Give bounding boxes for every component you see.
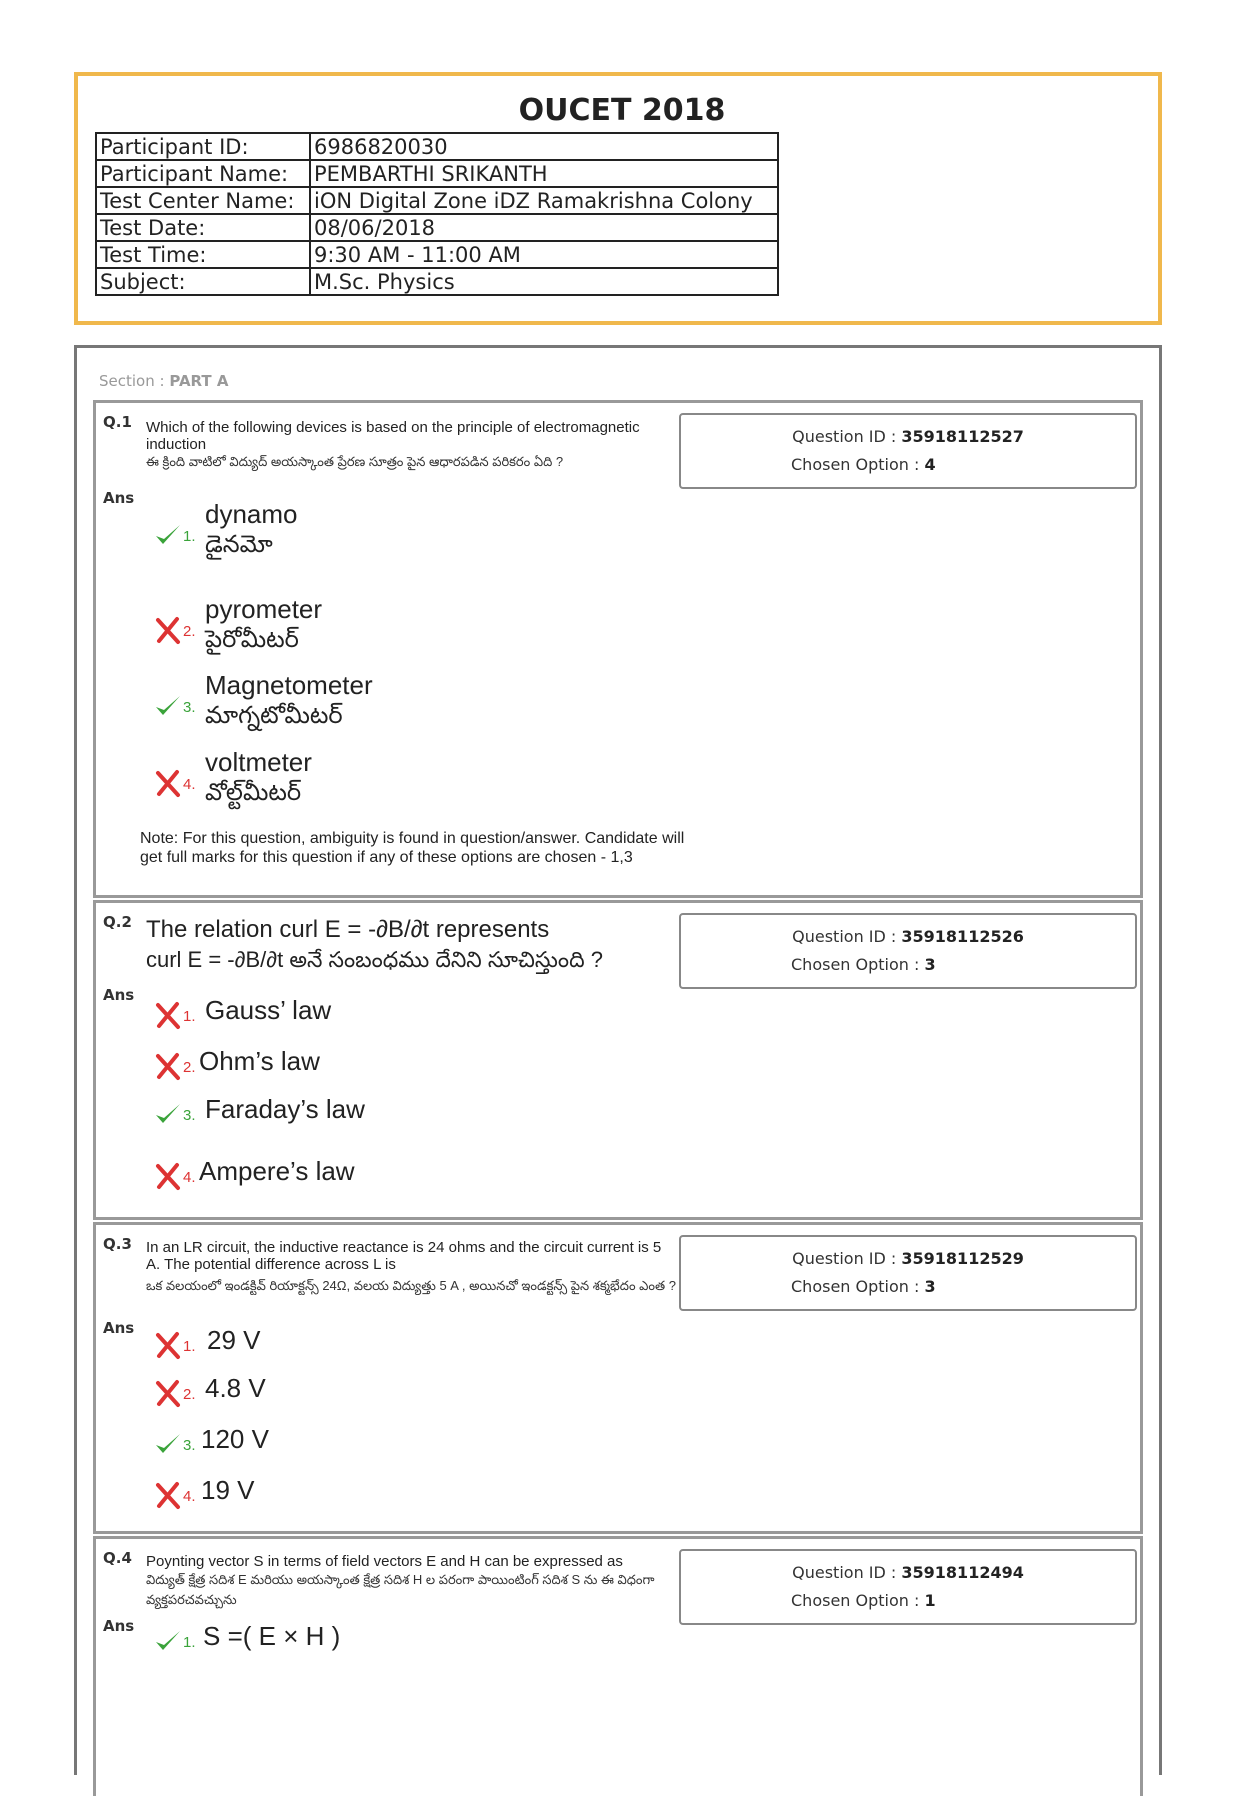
question-number: Q.2	[103, 913, 132, 931]
question-id-value: 35918112494	[901, 1563, 1024, 1582]
info-value: PEMBARTHI SRIKANTH	[310, 160, 778, 187]
section-name: PART A	[169, 372, 229, 390]
info-row	[96, 133, 778, 160]
check-icon	[153, 691, 183, 721]
question-card	[93, 400, 1143, 898]
exam-title: OUCET 2018	[518, 93, 726, 128]
section-prefix: Section :	[99, 372, 170, 390]
info-row	[96, 268, 778, 295]
info-row	[96, 160, 778, 187]
question-text-te: విద్యుత్ క్షేత్ర సదిశ E మరియు అయస్కాంత క్షేత్ర సదిశ H ల పరంగా పాయింటింగ్ సదిశ S ను ఈ విధంగా వ్యక్తపరచవచ్చును	[146, 1572, 655, 1607]
option-text: 120 V	[201, 1424, 269, 1454]
ans-label: Ans	[103, 986, 135, 1004]
check-icon	[153, 520, 183, 550]
candidate-info-panel	[74, 72, 1162, 325]
chosen-option-value: 1	[924, 1591, 936, 1610]
question-id-value: 35918112526	[901, 927, 1024, 946]
option-text	[205, 593, 322, 655]
chosen-option-label: Chosen Option :	[791, 1591, 925, 1610]
info-value: iON Digital Zone iDZ Ramakrishna Colony	[310, 187, 778, 214]
chosen-option-value: 4	[924, 455, 936, 474]
option-text: Gauss’ law	[205, 995, 332, 1025]
question-text	[146, 1553, 681, 1610]
chosen-option-line	[791, 455, 936, 474]
question-id-value: 35918112529	[901, 1249, 1024, 1268]
option-text: Ohm’s law	[199, 1046, 320, 1076]
question-id-line	[681, 427, 1135, 446]
option-text: S =( E × H )	[203, 1621, 341, 1651]
info-label: Participant Name:	[96, 160, 310, 187]
option-text: Faraday’s law	[205, 1094, 365, 1124]
option-text	[205, 669, 373, 731]
question-text	[146, 1239, 676, 1296]
ans-label: Ans	[103, 1319, 135, 1337]
option-number: 1.	[183, 1008, 196, 1025]
question-meta-box	[679, 913, 1137, 989]
info-value: M.Sc. Physics	[310, 268, 778, 295]
check-icon	[153, 1099, 183, 1129]
info-label: Subject:	[96, 268, 310, 295]
option-number: 4.	[183, 1488, 196, 1505]
option-text: 29 V	[207, 1325, 261, 1355]
option-number: 2.	[183, 1386, 196, 1403]
chosen-option-line	[791, 1591, 936, 1610]
option-text-te: పైరోమీటర్	[205, 626, 299, 653]
question-id-line	[681, 1563, 1135, 1582]
question-card	[93, 900, 1143, 1220]
option-text-te: డైనమో	[205, 531, 273, 558]
option-number: 1.	[183, 1338, 196, 1355]
question-number: Q.4	[103, 1549, 132, 1567]
ans-label: Ans	[103, 489, 135, 507]
info-label: Test Time:	[96, 241, 310, 268]
info-row	[96, 187, 778, 214]
question-id-label: Question ID :	[792, 1563, 902, 1582]
question-meta-box	[679, 1235, 1137, 1311]
question-id-value: 35918112527	[901, 427, 1024, 446]
question-meta-box	[679, 413, 1137, 489]
section-label	[99, 372, 229, 390]
cross-icon	[153, 1051, 183, 1081]
question-card	[93, 1536, 1143, 1796]
question-id-label: Question ID :	[792, 927, 902, 946]
chosen-option-line	[791, 955, 936, 974]
chosen-option-value: 3	[924, 955, 936, 974]
info-value: 9:30 AM - 11:00 AM	[310, 241, 778, 268]
option-number: 3.	[183, 1107, 196, 1124]
question-text-te: ఈ క్రింది వాటిలో విద్యుద్ అయస్కాంత ప్రేరణ సూత్రం పైన ఆధారపడిన పరికరం ఏది ?	[146, 454, 564, 469]
check-icon	[153, 1429, 183, 1459]
question-text	[146, 915, 686, 975]
info-row	[96, 214, 778, 241]
chosen-option-line	[791, 1277, 936, 1296]
option-number: 1.	[183, 1634, 196, 1651]
info-label: Participant ID:	[96, 133, 310, 160]
info-label: Test Date:	[96, 214, 310, 241]
question-text-en: In an LR circuit, the inductive reactance is 24 ohms and the circuit current is 5 A. The potential difference across L is	[146, 1239, 662, 1273]
option-number: 4.	[183, 776, 196, 793]
option-number: 2.	[183, 1059, 196, 1076]
chosen-option-label: Chosen Option :	[791, 955, 925, 974]
info-label: Test Center Name:	[96, 187, 310, 214]
cross-icon	[153, 1480, 183, 1510]
cross-icon	[153, 1000, 183, 1030]
info-value: 08/06/2018	[310, 214, 778, 241]
question-text-en: The relation curl E = -∂B/∂t represents	[146, 916, 550, 943]
cross-icon	[153, 1161, 183, 1191]
ans-label: Ans	[103, 1617, 135, 1635]
question-text-en: Poynting vector S in terms of field vectors E and H can be expressed as	[146, 1553, 623, 1570]
question-text	[146, 419, 686, 471]
cross-icon	[153, 1378, 183, 1408]
option-text-te: వోల్ట్‌మీటర్	[205, 779, 302, 806]
option-text-en: Magnetometer	[205, 670, 373, 700]
chosen-option-value: 3	[924, 1277, 936, 1296]
chosen-option-label: Chosen Option :	[791, 1277, 925, 1296]
question-text-te: curl E = -∂B/∂t అనే సంబంధము దేనిని సూచిస్తుంది ?	[146, 947, 603, 972]
option-text: 4.8 V	[205, 1373, 266, 1403]
ambiguity-note: Note: For this question, ambiguity is found in question/answer. Candidate will get full marks for this question if any of these options are chosen - 1,3	[140, 830, 685, 866]
cross-icon	[153, 1330, 183, 1360]
option-text	[205, 498, 298, 560]
question-id-line	[681, 927, 1135, 946]
question-id-label: Question ID :	[792, 1249, 902, 1268]
info-value: 6986820030	[310, 133, 778, 160]
question-card	[93, 1222, 1143, 1534]
option-text-en: pyrometer	[205, 594, 323, 624]
question-id-line	[681, 1249, 1135, 1268]
question-meta-box	[679, 1549, 1137, 1625]
question-number: Q.1	[103, 413, 132, 431]
candidate-info-table	[95, 132, 779, 296]
option-number: 4.	[183, 1169, 196, 1186]
option-text: Ampere’s law	[199, 1156, 355, 1186]
question-text-te: ఒక వలయంలో ఇండక్టివ్ రియాక్టన్స్ 24Ω, వలయ విద్యుత్తు 5 A , అయినచో ఇండక్టన్స్ పైన శక్మభేదం ఎంత ?	[146, 1278, 676, 1293]
option-number: 1.	[183, 528, 196, 545]
question-text-en: Which of the following devices is based on the principle of electromagnetic induction	[146, 419, 640, 453]
option-text-en: voltmeter	[205, 747, 312, 777]
question-number: Q.3	[103, 1235, 132, 1253]
option-text-en: dynamo	[205, 499, 298, 529]
info-row	[96, 241, 778, 268]
cross-icon	[153, 615, 183, 645]
option-number: 2.	[183, 623, 196, 640]
option-text-te: మాగ్నటోమీటర్	[205, 702, 343, 729]
section-panel	[74, 345, 1162, 1775]
chosen-option-label: Chosen Option :	[791, 455, 925, 474]
question-id-label: Question ID :	[792, 427, 902, 446]
option-text: 19 V	[201, 1475, 255, 1505]
option-number: 3.	[183, 699, 196, 716]
option-number: 3.	[183, 1437, 196, 1454]
check-icon	[153, 1626, 183, 1656]
option-text	[205, 746, 312, 808]
cross-icon	[153, 768, 183, 798]
